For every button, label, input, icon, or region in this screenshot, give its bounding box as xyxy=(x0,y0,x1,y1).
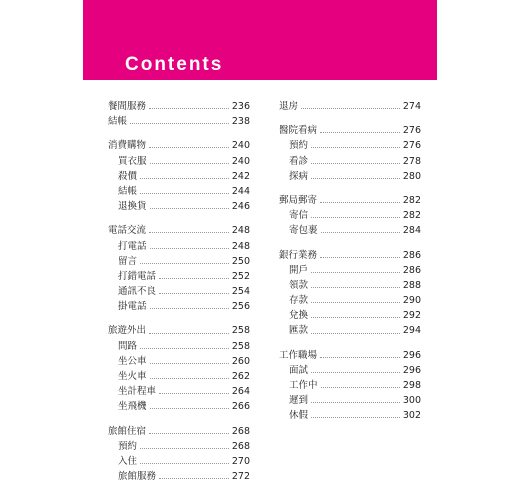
toc-entry[interactable] xyxy=(279,263,421,278)
toc-entry-label: 看診 xyxy=(289,155,309,167)
toc-entry-label: 退換貨 xyxy=(118,201,147,213)
dot-leader xyxy=(311,333,400,334)
toc-page-number: 238 xyxy=(231,116,250,128)
toc-entry[interactable] xyxy=(108,269,250,284)
toc-entry-label: 坐計程車 xyxy=(118,386,157,398)
dot-leader xyxy=(311,178,400,179)
dot-leader xyxy=(159,478,229,479)
toc-entry-label: 領款 xyxy=(289,279,309,291)
toc-entry-label: 打電話 xyxy=(118,240,147,252)
toc-section xyxy=(108,223,250,314)
toc-chapter[interactable] xyxy=(108,138,250,153)
dot-leader xyxy=(150,363,229,364)
dot-leader xyxy=(321,387,400,388)
toc-page-number: 286 xyxy=(402,249,421,261)
toc-section xyxy=(279,248,421,339)
toc-section xyxy=(279,193,421,239)
page-title: Contents xyxy=(125,54,224,75)
toc-entry-label: 存款 xyxy=(289,295,309,307)
toc-page-number: 292 xyxy=(402,310,421,322)
toc-page-number: 276 xyxy=(402,125,421,137)
toc-entry-label: 預約 xyxy=(118,440,138,452)
toc-page-number: 240 xyxy=(231,155,250,167)
toc-page-number: 272 xyxy=(231,471,250,483)
toc-entry-label: 寄信 xyxy=(289,210,309,222)
dot-leader xyxy=(159,278,229,279)
toc-entry-label: 郵局郵寄 xyxy=(279,194,318,206)
toc-chapter[interactable] xyxy=(108,323,250,338)
toc-entry[interactable] xyxy=(108,454,250,469)
toc-entry-label: 退房 xyxy=(279,101,299,112)
toc-chapter[interactable] xyxy=(279,348,421,363)
dot-leader xyxy=(320,202,400,203)
toc-page-number: 264 xyxy=(231,386,250,398)
toc-page-number: 246 xyxy=(231,201,250,213)
dot-leader xyxy=(150,408,229,409)
toc-entry[interactable] xyxy=(279,154,421,169)
toc-entry[interactable] xyxy=(108,184,250,199)
toc-page-number: 262 xyxy=(231,371,250,382)
toc-entry-label: 買衣服 xyxy=(118,155,147,167)
toc-entry[interactable] xyxy=(279,378,421,393)
toc-page-number: 274 xyxy=(402,101,421,112)
toc-page-number: 284 xyxy=(402,225,421,237)
toc-entry-label: 開戶 xyxy=(289,264,309,276)
dot-leader xyxy=(311,147,400,148)
toc-entry-label: 銀行業務 xyxy=(279,249,318,261)
dot-leader xyxy=(149,333,229,334)
toc-entry-label: 旅館服務 xyxy=(118,471,157,483)
toc-page-number: 248 xyxy=(231,225,250,237)
toc-entry-label: 消費購物 xyxy=(108,140,147,152)
toc-entry[interactable] xyxy=(108,399,250,414)
toc-entry-label: 寄包裹 xyxy=(289,225,318,237)
dot-leader xyxy=(130,123,229,124)
toc-page-number: 288 xyxy=(402,279,421,291)
toc-entry[interactable] xyxy=(108,299,250,314)
toc-entry[interactable] xyxy=(279,363,421,378)
toc-entry[interactable] xyxy=(108,384,250,399)
toc-entry-label: 坐公車 xyxy=(118,355,147,367)
toc-page-number: 298 xyxy=(402,380,421,391)
toc-page-number: 286 xyxy=(402,264,421,276)
header-band xyxy=(83,0,437,80)
dot-leader xyxy=(150,248,229,249)
toc-entry-label: 通訊不良 xyxy=(118,286,157,298)
dot-leader xyxy=(149,433,229,434)
toc-entry[interactable] xyxy=(279,169,421,184)
toc-entry[interactable] xyxy=(108,169,250,184)
dot-leader xyxy=(140,463,229,464)
toc-section xyxy=(108,99,250,129)
dot-leader xyxy=(149,232,229,233)
toc-right-column xyxy=(279,99,421,433)
toc-entry-label: 問路 xyxy=(118,340,138,352)
dot-leader xyxy=(320,357,400,358)
toc-entry-label: 面試 xyxy=(289,364,309,376)
toc-entry-label: 結帳 xyxy=(108,116,128,128)
toc-entry-label: 旅遊外出 xyxy=(108,325,147,337)
toc-section xyxy=(108,323,250,414)
dot-leader xyxy=(311,402,400,403)
dot-leader xyxy=(140,263,229,264)
toc-entry[interactable] xyxy=(108,239,250,254)
toc-chapter[interactable] xyxy=(279,123,421,138)
dot-leader xyxy=(150,308,229,309)
toc-entry[interactable] xyxy=(108,354,250,369)
toc-entry[interactable] xyxy=(279,393,421,408)
toc-entry-label: 掛電話 xyxy=(118,301,147,313)
toc-page-number: 282 xyxy=(402,194,421,206)
toc-section xyxy=(279,99,421,114)
toc-entry-label: 工作中 xyxy=(289,380,318,391)
toc-page-number: 296 xyxy=(402,349,421,361)
dot-leader xyxy=(159,293,229,294)
dot-leader xyxy=(150,208,229,209)
toc-section xyxy=(279,348,421,424)
toc-page-number: 300 xyxy=(402,395,421,407)
toc-chapter[interactable] xyxy=(108,223,250,238)
toc-entry-label: 工作職場 xyxy=(279,349,318,361)
dot-leader xyxy=(311,163,400,164)
dot-leader xyxy=(311,417,400,418)
dot-leader xyxy=(320,257,400,258)
toc-page-number: 256 xyxy=(231,301,250,313)
toc-page-number: 296 xyxy=(402,364,421,376)
toc-page-number: 248 xyxy=(231,240,250,252)
toc-entry-label: 探病 xyxy=(289,170,309,182)
toc-page-number: 278 xyxy=(402,155,421,167)
dot-leader xyxy=(311,217,400,218)
toc-page-number: 290 xyxy=(402,295,421,307)
toc-chapter[interactable] xyxy=(279,99,421,114)
toc-entry[interactable] xyxy=(279,208,421,223)
dot-leader xyxy=(321,232,400,233)
toc-entry[interactable] xyxy=(279,308,421,323)
toc-section xyxy=(279,123,421,184)
toc-entry-label: 餐間服務 xyxy=(108,101,147,112)
toc-page-number: 276 xyxy=(402,140,421,152)
dot-leader xyxy=(311,372,400,373)
toc-entry-label: 留言 xyxy=(118,255,138,267)
toc-page-number: 244 xyxy=(231,185,250,197)
dot-leader xyxy=(311,302,400,303)
toc-left-column xyxy=(108,99,250,493)
toc-entry-label: 兌換 xyxy=(289,310,309,322)
toc-chapter[interactable] xyxy=(279,248,421,263)
toc-entry[interactable] xyxy=(108,154,250,169)
dot-leader xyxy=(159,393,229,394)
toc-page-number: 282 xyxy=(402,210,421,222)
toc-page-number: 268 xyxy=(231,425,250,437)
dot-leader xyxy=(301,108,400,109)
dot-leader xyxy=(320,132,400,133)
toc-entry[interactable] xyxy=(279,323,421,338)
toc-page-number: 254 xyxy=(231,286,250,298)
toc-entry-label: 預約 xyxy=(289,140,309,152)
toc-section xyxy=(108,424,250,485)
toc-entry-label: 電話交流 xyxy=(108,225,147,237)
toc-entry[interactable] xyxy=(108,439,250,454)
dot-leader xyxy=(140,448,229,449)
toc-entry[interactable] xyxy=(108,369,250,384)
toc-entry[interactable] xyxy=(108,199,250,214)
toc-entry-label: 打錯電話 xyxy=(118,270,157,282)
toc-entry-label: 入住 xyxy=(118,455,138,467)
dot-leader xyxy=(311,287,400,288)
toc-entry[interactable] xyxy=(279,138,421,153)
dot-leader xyxy=(150,163,229,164)
toc-page-number: 302 xyxy=(402,410,421,422)
toc-chapter[interactable] xyxy=(108,99,250,114)
toc-page-number: 260 xyxy=(231,355,250,367)
toc-entry-label: 殺價 xyxy=(118,170,138,182)
dot-leader xyxy=(140,348,229,349)
toc-entry-label: 匯款 xyxy=(289,325,309,337)
toc-page-number: 280 xyxy=(402,170,421,182)
toc-page-number: 250 xyxy=(231,255,250,267)
toc-page-number: 258 xyxy=(231,340,250,352)
toc-chapter[interactable] xyxy=(108,114,250,129)
toc-page-number: 258 xyxy=(231,325,250,337)
dot-leader xyxy=(311,317,400,318)
dot-leader xyxy=(140,193,229,194)
toc-page-number: 236 xyxy=(231,101,250,112)
dot-leader xyxy=(140,178,229,179)
toc-entry-label: 醫院看病 xyxy=(279,125,318,137)
toc-entry-label: 遲到 xyxy=(289,395,309,407)
toc-entry-label: 休假 xyxy=(289,410,309,422)
toc-entry[interactable] xyxy=(279,223,421,238)
dot-leader xyxy=(150,378,229,379)
toc-entry-label: 旅館住宿 xyxy=(108,425,147,437)
toc-entry[interactable] xyxy=(108,469,250,484)
toc-entry[interactable] xyxy=(108,284,250,299)
toc-entry[interactable] xyxy=(279,408,421,423)
toc-chapter[interactable] xyxy=(108,424,250,439)
toc-entry-label: 結帳 xyxy=(118,185,138,197)
dot-leader xyxy=(149,108,229,109)
toc-entry-label: 坐飛機 xyxy=(118,401,147,413)
dot-leader xyxy=(311,272,400,273)
toc-page-number: 270 xyxy=(231,455,250,467)
toc-chapter[interactable] xyxy=(279,193,421,208)
dot-leader xyxy=(149,147,229,148)
toc-entry[interactable] xyxy=(279,293,421,308)
toc-page-number: 294 xyxy=(402,325,421,337)
toc-page-number: 268 xyxy=(231,440,250,452)
toc-entry[interactable] xyxy=(108,254,250,269)
toc-entry-label: 坐火車 xyxy=(118,371,147,382)
toc-page-number: 252 xyxy=(231,270,250,282)
toc-section xyxy=(108,138,250,214)
toc-page-number: 266 xyxy=(231,401,250,413)
toc-entry[interactable] xyxy=(108,339,250,354)
toc-page-number: 242 xyxy=(231,170,250,182)
toc-entry[interactable] xyxy=(279,278,421,293)
toc-page-number: 240 xyxy=(231,140,250,152)
